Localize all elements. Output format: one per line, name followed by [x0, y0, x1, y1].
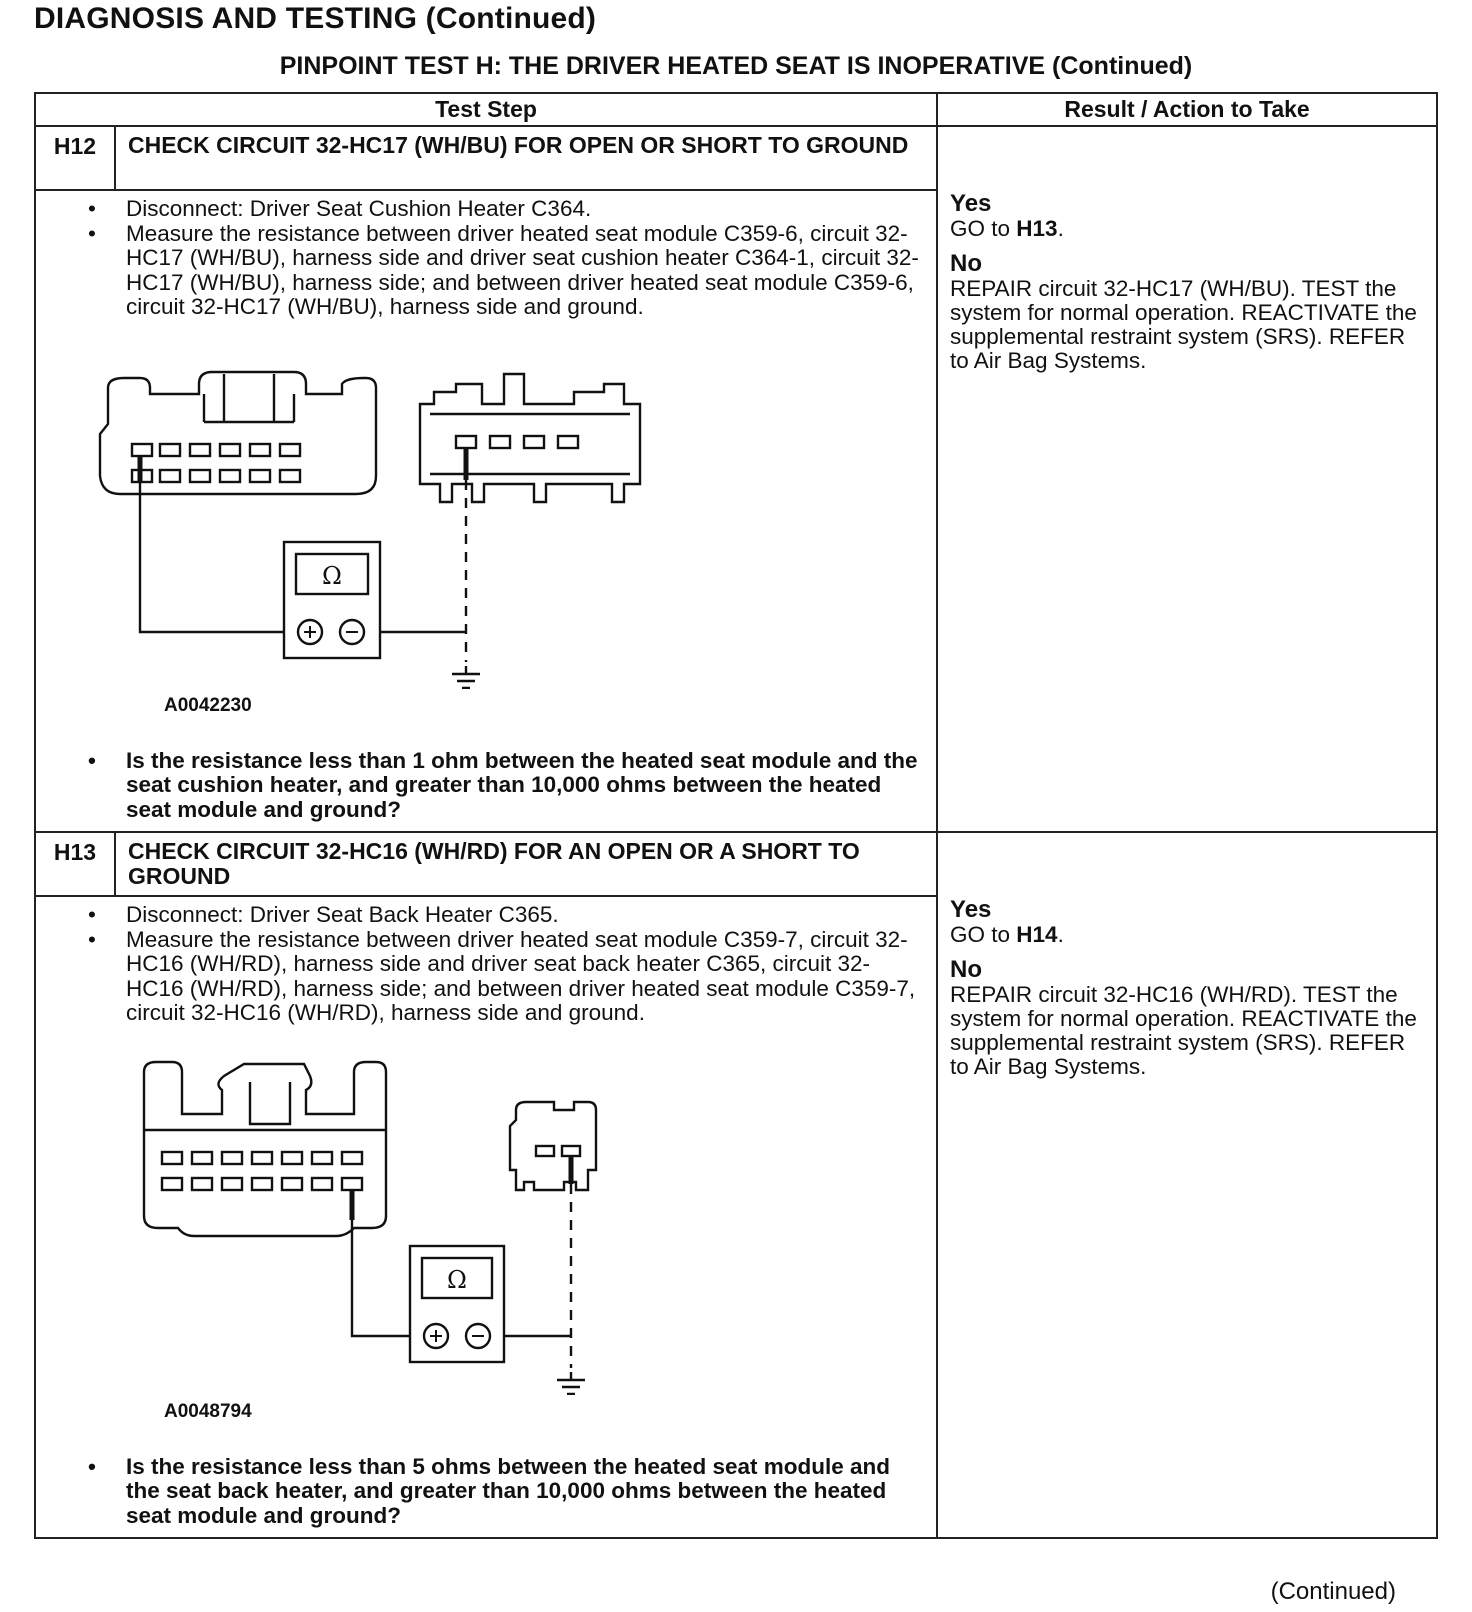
- instruction-item: • Disconnect: Driver Seat Cushion Heater C364.: [126, 197, 922, 222]
- step-id: H12: [35, 126, 115, 190]
- table-header-row: [35, 93, 1437, 126]
- page-title: DIAGNOSIS AND TESTING (Continued): [34, 2, 597, 35]
- wiring-figure: [84, 1050, 922, 1425]
- goto-step-link[interactable]: H13: [1016, 216, 1058, 241]
- result-yes-action: [950, 217, 1428, 241]
- continued-label: (Continued): [1270, 1578, 1396, 1605]
- module-connector-icon: [144, 1062, 386, 1236]
- goto-step-link[interactable]: H14: [1016, 922, 1058, 947]
- result-yes-label: Yes: [950, 190, 992, 217]
- step-h12-result: [937, 126, 1437, 832]
- ohm-symbol: Ω: [322, 561, 342, 590]
- figure-id: A0042230: [164, 695, 252, 716]
- connector-measurement-diagram: [84, 344, 724, 689]
- connector-measurement-diagram: [84, 1050, 724, 1395]
- step-h13-result: [937, 832, 1437, 1538]
- ohm-symbol: Ω: [447, 1265, 467, 1294]
- module-connector-icon: [100, 372, 376, 494]
- question-text: • Is the resistance less than 5 ohms between the heated seat module and the seat back heater, and greater than 10,000 ohms between the heated seat module and ground?: [126, 1455, 922, 1529]
- column-header-result: Result / Action to Take: [937, 93, 1437, 126]
- result-no-label: No: [950, 956, 983, 983]
- result-no-label: No: [950, 250, 983, 277]
- result-yes-label: Yes: [950, 896, 992, 923]
- pinpoint-test-title: PINPOINT TEST H: THE DRIVER HEATED SEAT IS INOPERATIVE (Continued): [279, 52, 1193, 80]
- instruction-item: • Measure the resistance between driver heated seat module C359-7, circuit 32-HC16 (WH/RD), harness side and driver seat back heater C365, circuit 32-HC16 (WH/RD), harness side; and between driver heated seat module C359-7, circuit 32-HC16 (WH/RD), harness side and ground.: [126, 928, 922, 1026]
- step-instructions: [84, 903, 922, 1026]
- ohmmeter-icon: [284, 542, 380, 658]
- step-title: CHECK CIRCUIT 32-HC17 (WH/BU) FOR OPEN OR SHORT TO GROUND: [115, 126, 937, 190]
- ohmmeter-icon: [410, 1246, 504, 1362]
- pinpoint-test-table: [34, 92, 1438, 1539]
- step-h12-title-row: [35, 126, 1437, 190]
- heater-connector-icon: [420, 374, 640, 502]
- result-yes-text: GO to: [950, 216, 1017, 241]
- heater-connector-icon: [510, 1102, 596, 1190]
- step-instructions: [84, 197, 922, 320]
- figure-id: A0048794: [164, 1401, 252, 1422]
- result-yes-suffix: .: [1057, 922, 1064, 947]
- result-yes-text: GO to: [950, 922, 1017, 947]
- instruction-item: • Disconnect: Driver Seat Back Heater C365.: [126, 903, 922, 928]
- result-yes-suffix: .: [1057, 216, 1064, 241]
- step-h13-body: [35, 896, 937, 1538]
- step-question: [84, 749, 922, 823]
- instruction-item: • Measure the resistance between driver heated seat module C359-6, circuit 32-HC17 (WH/BU), harness side and driver seat cushion heater C364-1, circuit 32-HC17 (WH/BU), harness side; and between driver heated seat module C359-6, circuit 32-HC17 (WH/BU), harness side and ground.: [126, 222, 922, 320]
- step-title: CHECK CIRCUIT 32-HC16 (WH/RD) FOR AN OPEN OR A SHORT TO GROUND: [115, 832, 937, 896]
- ground-icon: [452, 666, 480, 688]
- column-header-test-step: Test Step: [35, 93, 937, 126]
- wiring-figure: [84, 344, 922, 719]
- step-question: [84, 1455, 922, 1529]
- result-no-action: REPAIR circuit 32-HC17 (WH/BU). TEST the system for normal operation. REACTIVATE the supplemental restraint system (SRS). REFER to Air Bag Systems.: [950, 276, 1417, 373]
- ground-icon: [557, 1372, 585, 1394]
- question-text: • Is the resistance less than 1 ohm between the heated seat module and the seat cushion heater, and greater than 10,000 ohms between the heated seat module and ground?: [126, 749, 922, 823]
- step-id: H13: [35, 832, 115, 896]
- step-h13-title-row: [35, 832, 1437, 896]
- result-no-action: REPAIR circuit 32-HC16 (WH/RD). TEST the system for normal operation. REACTIVATE the supplemental restraint system (SRS). REFER to Air Bag Systems.: [950, 982, 1417, 1079]
- result-yes-action: [950, 923, 1428, 947]
- step-h12-body: [35, 190, 937, 832]
